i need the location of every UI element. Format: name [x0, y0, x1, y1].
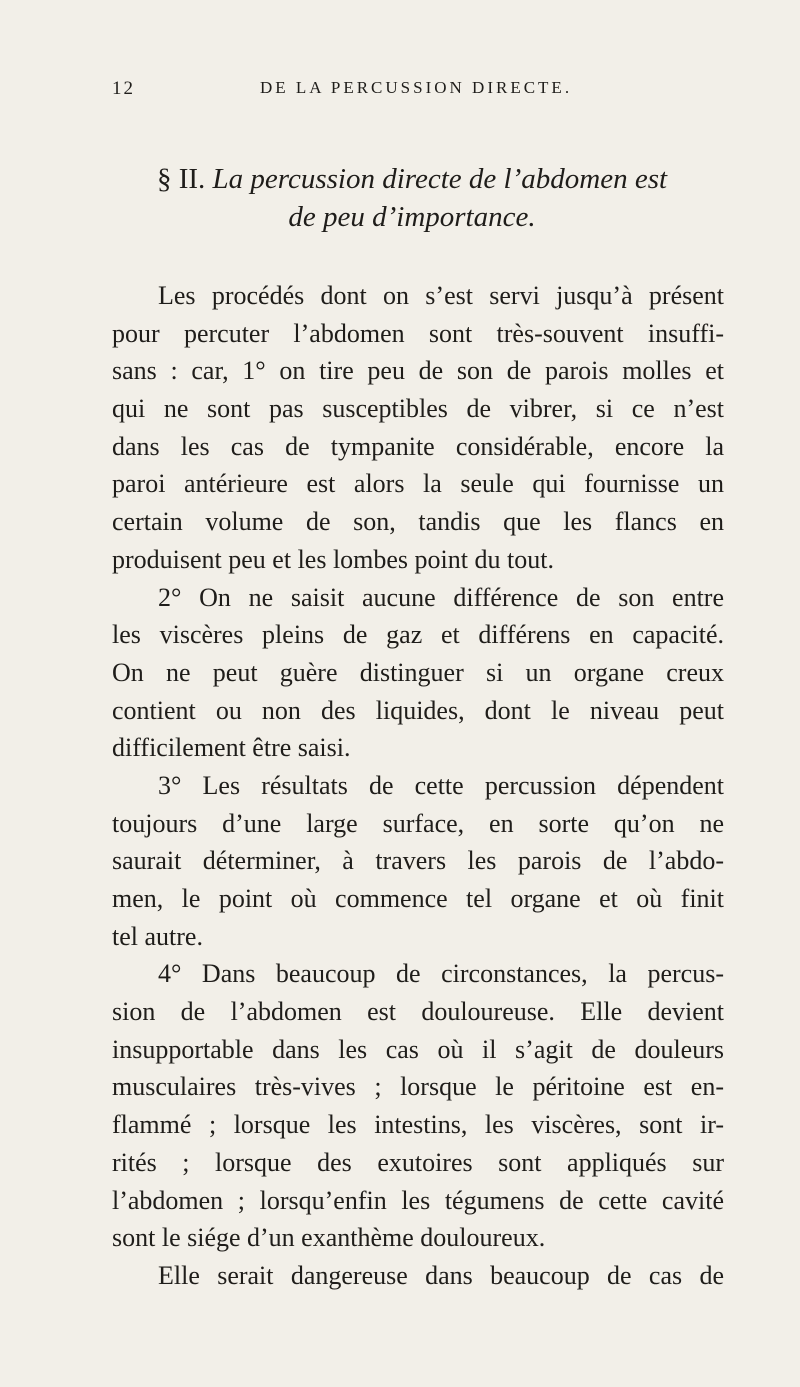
text-line: difficilement être saisi.	[112, 733, 351, 763]
text-line: flammé ; lorsque les intestins, les viscères, sont ir-	[112, 1110, 724, 1140]
text-line: l’abdomen ; lorsqu’enfin les tégumens de cette cavité	[112, 1185, 724, 1215]
section-number: § II.	[156, 163, 206, 195]
text-line: Les procédés dont on s’est servi jusqu’à présent	[158, 281, 724, 310]
text-line: Elle serait dangereuse dans beaucoup de cas de	[158, 1260, 724, 1290]
text-line: sion de l’abdomen est douloureuse. Elle devient	[112, 997, 724, 1027]
text-line: men, le point où commence tel organe et où finit	[112, 884, 724, 913]
text-line: dans les cas de tympanite considérable, encore la	[112, 431, 724, 461]
text-line: sans : car, 1° on tire peu de son de parois molles et	[112, 356, 724, 386]
section-heading-line-1	[112, 160, 712, 198]
text-line: sont le siége d’un exanthème douloureux.	[112, 1223, 546, 1253]
text-line: insupportable dans les cas où il s’agit de douleurs	[112, 1034, 724, 1064]
text-line: qui ne sont pas susceptibles de vibrer, si ce n’est	[112, 394, 724, 424]
text-line: produisent peu et les lombes point du tout.	[112, 544, 554, 574]
text-line: On ne peut guère distinguer si un organe creux	[112, 657, 724, 687]
text-line: tel autre.	[112, 921, 203, 951]
text-line: 2° On ne saisit aucune différence de son entre	[158, 582, 724, 612]
text-line: 3° Les résultats de cette percussion dépendent	[158, 770, 724, 800]
page-number: 12	[112, 78, 135, 99]
text-line: certain volume de son, tandis que les flancs en	[112, 507, 724, 537]
text-line: rités ; lorsque des exutoires sont appliqués sur	[112, 1147, 724, 1177]
text-line: pour percuter l’abdomen sont très-souvent insuffi-	[112, 318, 724, 348]
section-title-part-2: de peu d’importance.	[288, 201, 536, 233]
text-line: 4° Dans beaucoup de circonstances, la percus-	[158, 959, 724, 989]
section-heading	[112, 160, 712, 236]
text-line: paroi antérieure est alors la seule qui fournisse un	[112, 469, 724, 499]
text-line: toujours d’une large surface, en sorte qu’on ne	[112, 808, 724, 838]
text-line: saurait déterminer, à travers les parois de l’abdo-	[112, 846, 724, 876]
section-title-part-1: La percussion directe de l’abdomen est	[212, 163, 668, 195]
text-line: musculaires très-vives ; lorsque le péritoine est en-	[112, 1072, 724, 1102]
running-head	[112, 78, 688, 108]
text-line: les viscères pleins de gaz et différens en capacité.	[112, 620, 724, 650]
text-line: contient ou non des liquides, dont le niveau peut	[112, 695, 724, 725]
running-title: DE LA PERCUSSION DIRECTE.	[260, 78, 573, 97]
body-text	[112, 277, 724, 1295]
